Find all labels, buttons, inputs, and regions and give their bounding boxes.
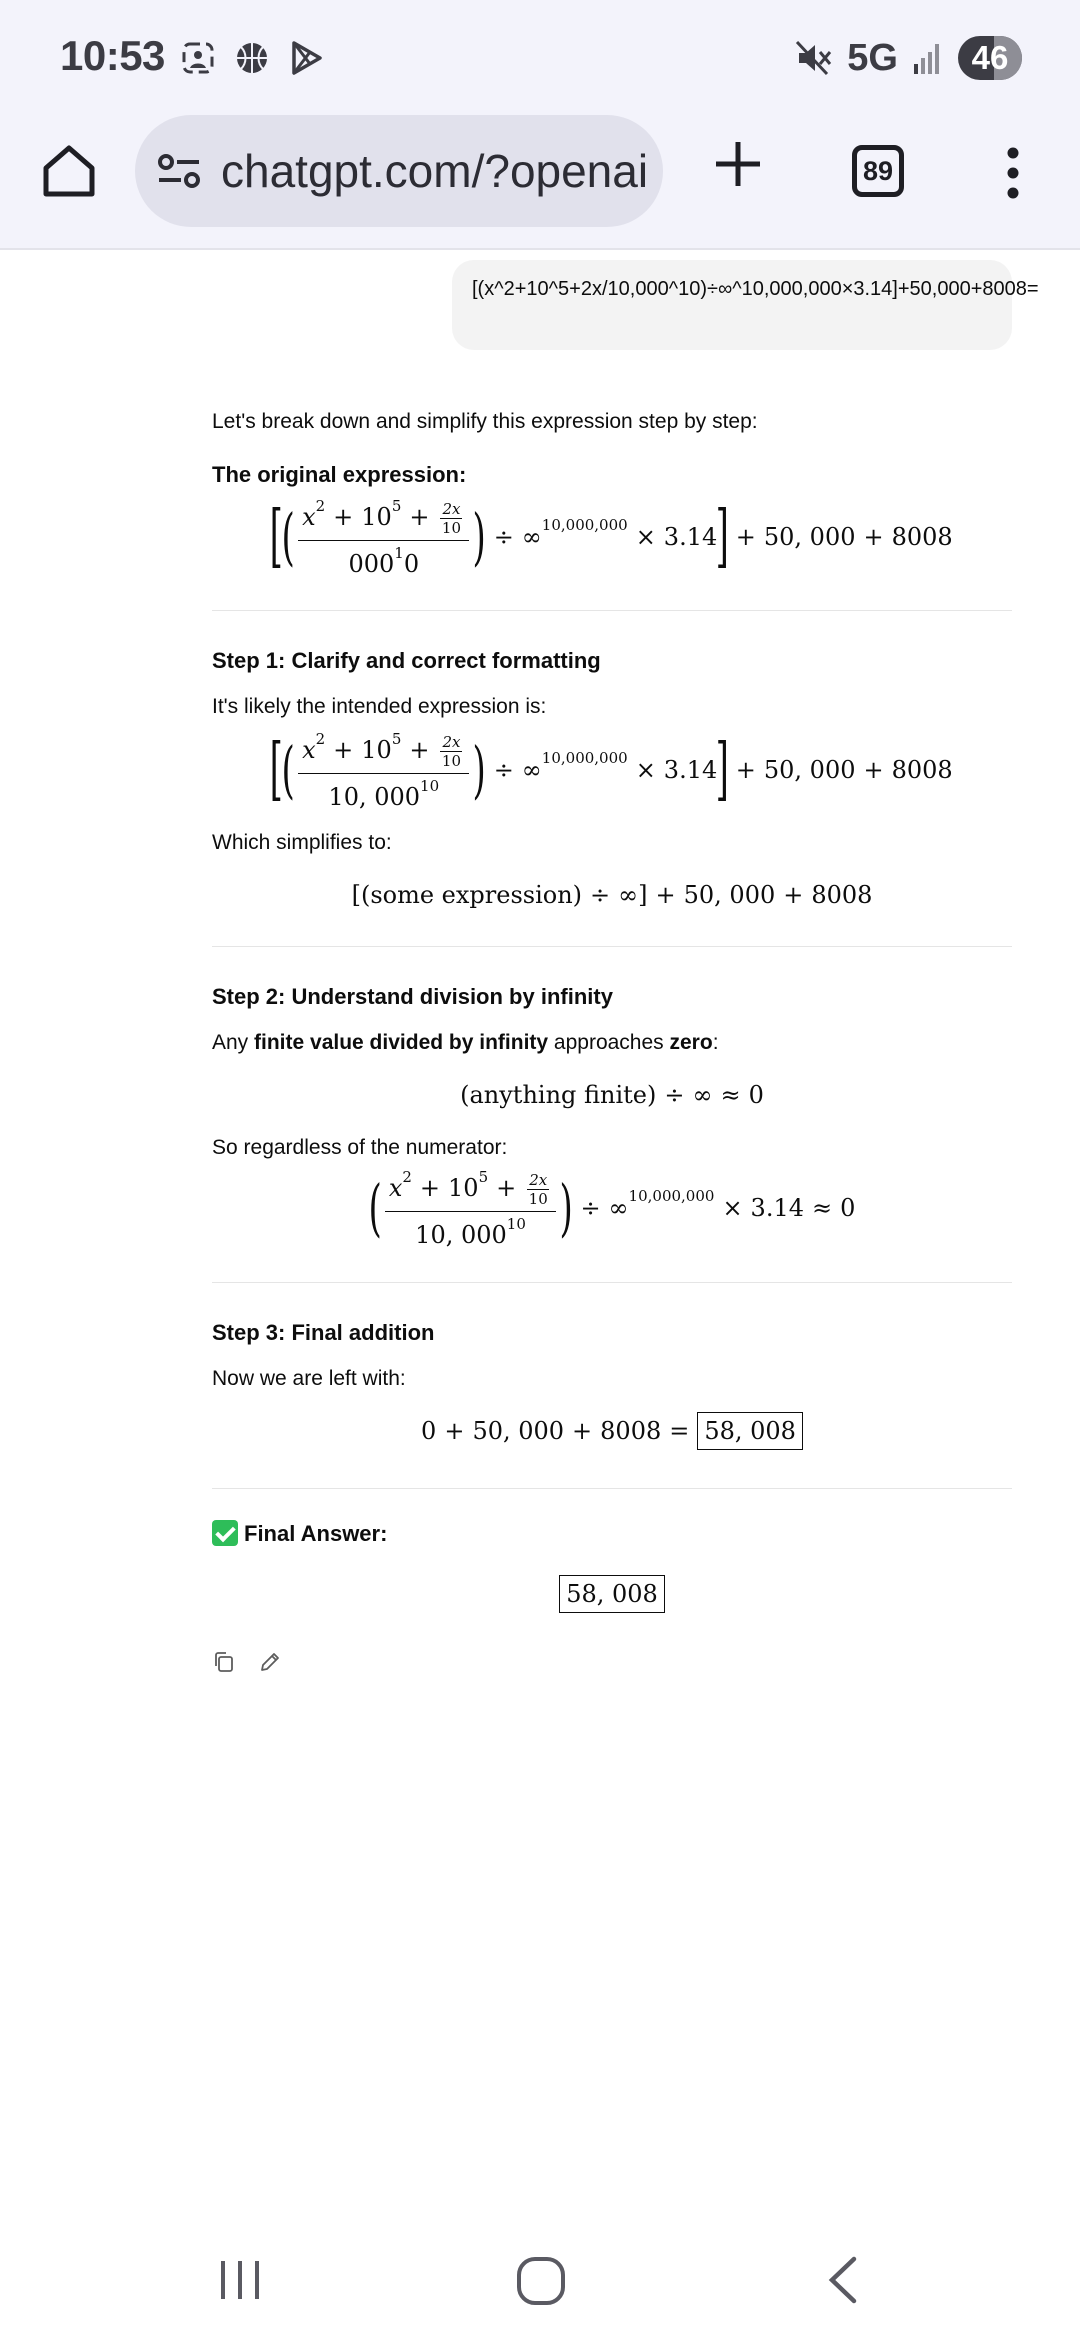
step3-text: Now we are left with: xyxy=(212,1367,406,1390)
basketball-icon xyxy=(232,38,272,78)
user-message-bubble: [(x^2+10^5+2x/10,000^10)÷∞^10,000,000×3.14]+50,000+8008= xyxy=(452,260,1012,350)
check-mark-icon xyxy=(212,1520,238,1546)
edit-icon[interactable] xyxy=(258,1650,282,1674)
home-icon[interactable] xyxy=(38,140,100,202)
divider xyxy=(212,946,1012,947)
status-bar xyxy=(0,0,1080,110)
step1-text: It's likely the intended expression is: xyxy=(212,695,547,718)
original-heading: The original expression: xyxy=(212,462,467,487)
intro-text: Let's break down and simplify this expression step by step: xyxy=(212,410,758,433)
network-type: 5G xyxy=(847,36,898,79)
home-nav-icon[interactable] xyxy=(515,2255,567,2307)
system-navigation-bar xyxy=(0,2225,1080,2340)
numerator-expression: ( $x^2 + 10^5$ + $\frac{2x}{10}$ 10, $000^{10}$ ) ÷ ∞ 10,000,000 × 3.14 ≈ 0 xyxy=(368,1167,856,1249)
divider xyxy=(212,610,1012,611)
step1-simplifies-text: Which simplifies to: xyxy=(212,831,392,854)
more-options-icon[interactable] xyxy=(990,145,1036,201)
step2-heading: Step 2: Understand division by infinity xyxy=(212,984,613,1009)
recent-apps-icon[interactable] xyxy=(215,2255,265,2305)
copy-icon[interactable] xyxy=(212,1650,236,1674)
original-expression: [ ( $x^2 + 10^5$ + $\frac{2x}{10}$ $000^10$ ) ÷ ∞ 10,000,000 × 3.14 ] + 50, 000 + 8008 xyxy=(269,496,953,578)
battery-indicator: 46 xyxy=(958,36,1022,80)
step3-heading: Step 3: Final addition xyxy=(212,1320,435,1345)
finite-division-expression: (anything finite) ÷ ∞ ≈ 0 xyxy=(460,1081,764,1109)
status-right xyxy=(793,36,1022,80)
mute-icon xyxy=(793,38,833,78)
back-icon[interactable] xyxy=(820,2255,870,2305)
site-settings-icon[interactable] xyxy=(155,147,203,195)
message-actions xyxy=(212,1650,282,1674)
simplified-expression: [ (some expression) ÷ ∞ ] + 50, 000 + 8008 xyxy=(351,881,873,909)
step1-heading: Step 1: Clarify and correct formatting xyxy=(212,648,601,673)
url-text[interactable]: chatgpt.com/?openai xyxy=(221,145,649,197)
corrected-expression: [ ( $x^2 + 10^5$ + $\frac{2x}{10}$ 10, $000^{10}$ ) ÷ ∞ 10,000,000 × 3.14 ] + 50, 000 + 8008 xyxy=(269,729,953,811)
browser-toolbar xyxy=(0,110,1080,250)
new-tab-icon[interactable] xyxy=(708,134,768,194)
tab-switcher-button[interactable]: 89 xyxy=(852,145,904,197)
signal-icon xyxy=(912,40,944,76)
divider xyxy=(212,1488,1012,1489)
final-answer-value: 58, 008 xyxy=(212,1570,1012,1618)
final-answer-heading: Final Answer: xyxy=(212,1520,387,1547)
clock: 10:53 xyxy=(60,32,165,79)
divider xyxy=(212,1282,1012,1283)
step2-regardless-text: So regardless of the numerator: xyxy=(212,1136,508,1159)
address-bar[interactable] xyxy=(135,115,663,227)
final-addition-expression: 0 + 50, 000 + 8008 = 58, 008 xyxy=(212,1407,1012,1455)
play-store-icon xyxy=(286,38,326,78)
screenshot-icon xyxy=(178,38,218,78)
notification-icons xyxy=(178,38,326,78)
step2-text: Any finite value divided by infinity approaches zero: xyxy=(212,1031,719,1054)
